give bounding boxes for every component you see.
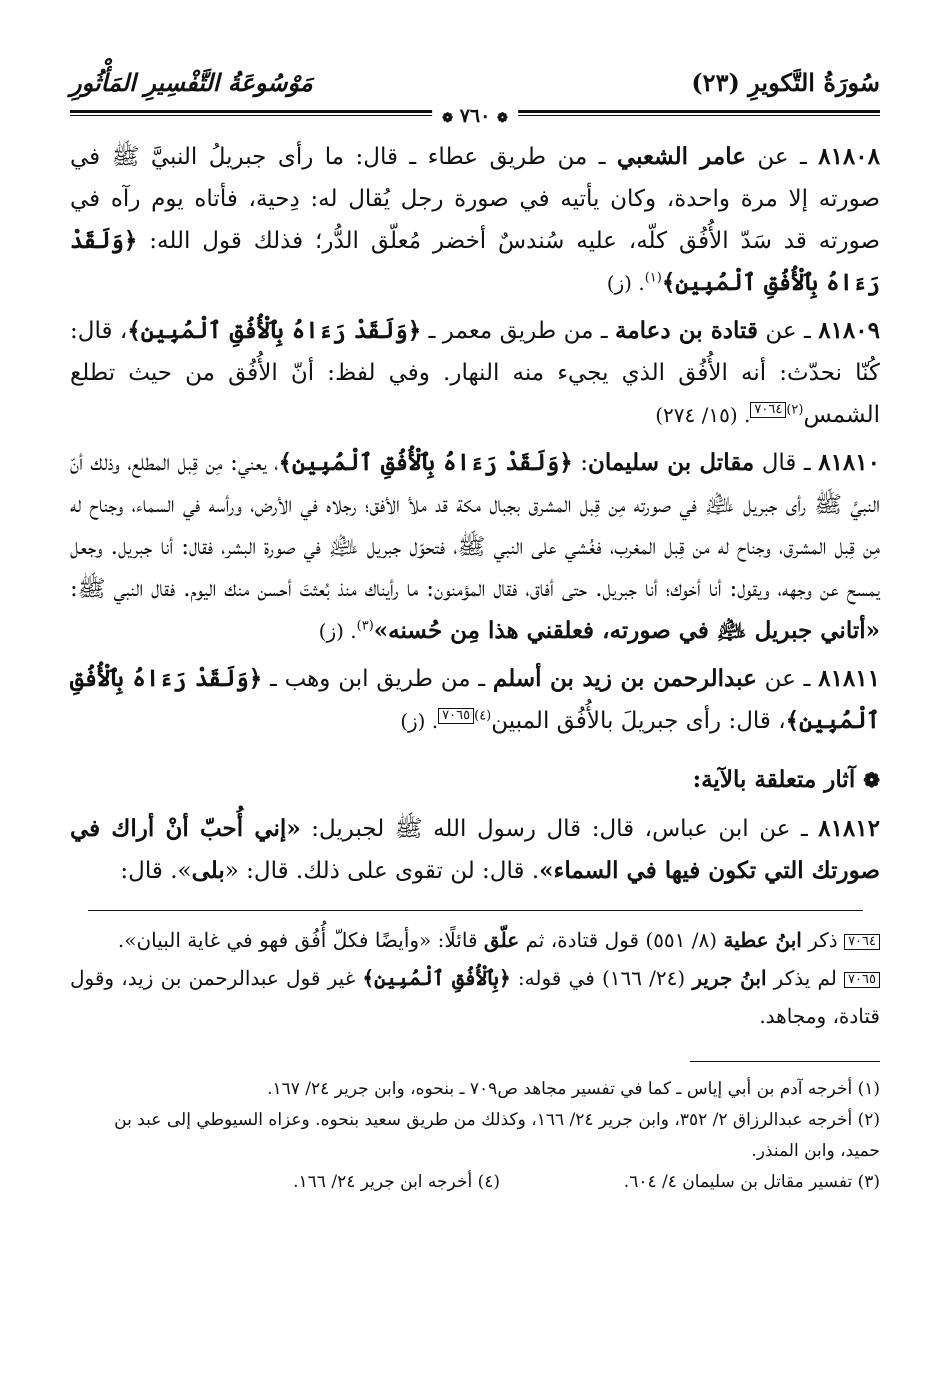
editorial-notes (70, 921, 880, 1035)
running-header (70, 68, 880, 110)
note-ref-box: ٧٠٦٤ (750, 402, 786, 418)
quran-verse: ﴿وَلَقَدْ رَءَاهُ بِٱلْأُفُقِ ٱلْمُبِينِ﴾ (70, 665, 880, 734)
narration-81811: ٨١٨١١ ـ عن عبدالرحمن بن زيد بن أسلم ـ من طريق ابن وهب ـ ﴿وَلَقَدْ رَءَاهُ بِٱلْأُفُقِ ٱلْمُبِينِ﴾، قال: رأى جبريلَ بالأُفُق المبين$^{(٤)}$٧٠٦٥. (ز) (70, 665, 880, 734)
footnote-marker: (٣) (356, 618, 374, 634)
footnote-marker: (١) (644, 270, 662, 286)
ornament-icon: ❁ (442, 111, 454, 126)
footnote-3: (٣) تفسير مقاتل بن سليمان ٤/ ٦٠٤. (623, 1172, 880, 1192)
footnote-4: (٤) أخرجه ابن جرير ٢٤/ ١٦٦. (293, 1172, 500, 1192)
footnote-1: (١) أخرجه آدم بن أبي إياس ـ كما في تفسير مجاهد ص٧٠٩ ـ بنحوه، وابن جرير ٢٤/ ١٦٧. (267, 1079, 880, 1099)
scholar-name: ابنُ جرير (692, 966, 767, 990)
note-ref-box: ٧٠٦٥ (844, 972, 880, 988)
document-page (70, 68, 880, 1198)
hadith-quote: بلى (191, 857, 225, 884)
section-heading: ❁ آثار متعلقة بالآية: (692, 766, 880, 793)
footnote-marker: (٢) (786, 402, 804, 418)
book-title: مَوْسُوعَةُ التَّفْسِيرِ المَأْثُورِ (70, 68, 313, 97)
narrator-name: عامر الشعبي (616, 143, 746, 170)
note-ref-box: ٧٠٦٤ (844, 934, 880, 950)
quran-verse: ﴿وَلَقَدْ رَءَاهُ بِٱلْأُفُقِ ٱلْمُبِينِ﴾ (278, 449, 573, 476)
surah-title: سُورَةُ التَّكويرِ (٢٣) (691, 68, 880, 97)
narration-number: ٨١٨١١ (818, 665, 880, 692)
source-code: . (ز) (400, 709, 439, 733)
narration-number: ٨١٨٠٨ (818, 143, 880, 170)
narration-81812: ٨١٨١٢ ـ عن ابن عباس، قال: قال رسول الله ﷺ لجبريل: «إني أُحبّ أنْ أراك في صورتك التي تكون فيها في السماء». قال: لن تقوى على ذلك. قال: «بلى». قال: (70, 815, 880, 884)
editorial-note-7064: ٧٠٦٤ ذكر ابنُ عطية (٨/ ٥٥١) قول قتادة، ثم علّق قائلًا: «وأيضًا فكلّ أُفُق فهو في غاية البيان». (70, 921, 880, 959)
note-ref-box: ٧٠٦٥ (438, 708, 474, 724)
source-code: . (ز) (606, 271, 645, 295)
notes-separator (88, 910, 863, 911)
narration-number: ٨١٨١٠ (818, 449, 880, 476)
narration-81808: ٨١٨٠٨ ـ عن عامر الشعبي ـ من طريق عطاء ـ قال: ما رأى جبريلُ النبيَّ ﷺ في صورته إلا مرة واحدة، وكان يأتيه في صورة رجل يُقال له: دِحية، فأتاه يوم رآه في صورته قد سَدّ الأُفُق كلّه، عليه سُندسٌ أخضر مُعلّق الدُّر؛ فذلك قول الله: ﴿وَلَقَدْ رَءَاهُ بِٱلْأُفُقِ ٱلْمُبِينِ﴾$^{(١)}$. (ز) (70, 143, 880, 296)
footnote-marker: (٤) (474, 708, 492, 724)
page-number: ❁ ٧٦٠ ❁ (432, 105, 518, 127)
scholar-name: ابنُ عطية (723, 928, 802, 952)
hadith-quote: «إني أُحبّ أنْ أراك في صورتك التي تكون فيها في السماء» (70, 815, 880, 884)
source-code: . (١٥/ ٢٧٤) (655, 403, 751, 427)
source-code: . (ز) (318, 619, 357, 643)
footnote-separator (690, 1061, 880, 1062)
footnotes (70, 1074, 880, 1198)
quran-verse: ﴿وَلَقَدْ رَءَاهُ بِٱلْأُفُقِ ٱلْمُبِينِ﴾ (127, 317, 422, 344)
narration-81810: ٨١٨١٠ ـ قال مقاتل بن سليمان: ﴿وَلَقَدْ رَءَاهُ بِٱلْأُفُقِ ٱلْمُبِينِ﴾، يعني: مِن قِبل المطلع، وذلك أنّ النبيَّ ﷺ رأى جبريل ﵇ في صورته مِن قِبل المشرق بجبال مكة قد ملأ الأفق؛ رجلاه في الأرض، ورأسه في السماء، وجناح له مِن قِبل المشرق، وجناح له من قِبل المغرب، فغُشي على النبي ﷺ، فتحوّل جبريل ﵇ في صورة البشر، فقال: أنا جبريل. وجعل يمسح عن وجهه، ويقول: أنا أخوك؛ أنا جبريل. حتى أفاق، فقال المؤمنون: ما رأيناك منذ بُعثتَ أحسن منك اليوم. فقال النبي ﷺ: «أتاني جبريل ﵇ في صورته، فعلقني هذا مِن حُسنه»$^{(٣)}$. (ز) (70, 449, 880, 644)
narrator-name: عبدالرحمن بن زيد بن أسلم (492, 665, 757, 692)
narrator-name: مقاتل بن سليمان (587, 449, 755, 476)
flower-ornament-icon: ❁ (863, 768, 880, 792)
narration-number: ٨١٨١٢ (818, 815, 880, 842)
narration-number: ٨١٨٠٩ (818, 317, 880, 344)
quran-verse: ﴿بِٱلْأُفُقِ ٱلْمُبِينِ﴾ (362, 966, 511, 990)
narration-81809: ٨١٨٠٩ ـ عن قتادة بن دعامة ـ من طريق معمر ـ ﴿وَلَقَدْ رَءَاهُ بِٱلْأُفُقِ ٱلْمُبِينِ﴾، قال: كُنّا نحدّث: أنه الأُفُق الذي يجيء منه النهار. وفي لفظ: أنّ الأُفُق من حيث تطلع الشمس$^{(٢)}$٧٠٦٤. (١٥/ ٢٧٤) (70, 317, 880, 428)
editorial-note-7065: ٧٠٦٥ لم يذكر ابنُ جرير (٢٤/ ١٦٦) في قوله: ﴿بِٱلْأُفُقِ ٱلْمُبِينِ﴾ غير قول عبدالرحمن بن زيد، وقول قتادة، ومجاهد. (70, 966, 880, 1028)
ornament-icon: ❁ (496, 111, 508, 126)
quran-verse: ﴿وَلَقَدْ رَءَاهُ بِٱلْأُفُقِ ٱلْمُبِينِ﴾ (70, 227, 880, 296)
footnote-2: (٢) أخرجه عبدالرزاق ٢/ ٣٥٢، وابن جرير ٢٤/ ١٦٦، وكذلك من طريق سعيد بنحوه. وعزاه السيوطي إلى عبد بن حميد، وابن المنذر. (114, 1110, 880, 1161)
hadith-quote: «أتاني جبريل ﵇ في صورته، فعلقني هذا مِن حُسنه» (373, 617, 880, 644)
narrator-name: قتادة بن دعامة (614, 317, 758, 344)
